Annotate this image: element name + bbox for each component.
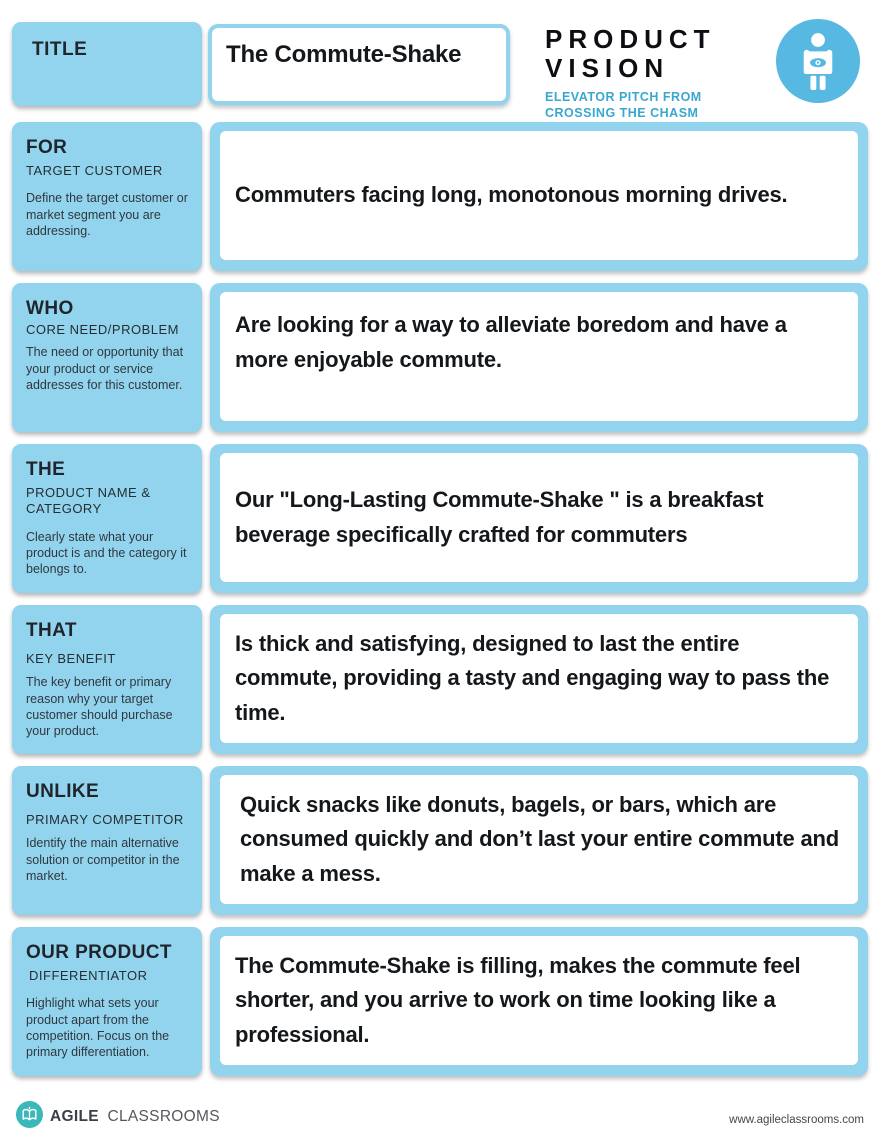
row-sublabel: KEY BENEFIT	[26, 651, 116, 666]
content-text: The Commute-Shake is filling, makes the commute feel shorter, and you arrive to work on time looking like a professional.	[235, 952, 801, 1047]
agile-classrooms-logo	[16, 1101, 220, 1133]
brand-title	[545, 25, 716, 82]
content-card-the	[210, 444, 868, 593]
row-sublabel: PRODUCT NAME & CATEGORY	[26, 485, 151, 517]
row-keyword: THAT	[26, 620, 77, 641]
label-card-the	[12, 444, 202, 593]
content-card-for	[210, 122, 868, 271]
row-description: The key benefit or primary reason why your target customer should purchase your product.	[26, 675, 173, 738]
row-sublabel: PRIMARY COMPETITOR	[26, 812, 184, 827]
content-text: Are looking for a way to alleviate boredom and have a more enjoyable commute.	[235, 312, 787, 372]
content-card-who	[210, 283, 868, 432]
row-sublabel: CORE NEED/PROBLEM	[26, 322, 179, 337]
row-the	[12, 444, 868, 593]
row-description: Clearly state what your product is and the category it belongs to.	[26, 529, 187, 576]
row-description: Identify the main alternative solution or competitor in the market.	[26, 836, 180, 883]
row-keyword: OUR PRODUCT	[26, 942, 172, 963]
brand-subtitle	[545, 89, 716, 122]
content-text: Our "Long-Lasting Commute-Shake " is a breakfast beverage specifically crafted for commuters	[235, 486, 764, 547]
content-text: Commuters facing long, monotonous morning drives.	[235, 182, 788, 208]
person-holding-vision-sign-icon	[776, 19, 860, 103]
brand-block	[545, 25, 716, 122]
row-description: Define the target customer or market segment you are addressing.	[26, 191, 188, 238]
label-card-unlike	[12, 766, 202, 915]
content-card-unlike	[210, 766, 868, 915]
title-label-box	[12, 22, 202, 106]
row-for	[12, 122, 868, 271]
brand-subtitle-line1: ELEVATOR PITCH FROM	[545, 90, 702, 105]
footer-url: www.agileclassrooms.com	[729, 1114, 864, 1126]
row-keyword: UNLIKE	[26, 781, 100, 802]
title-value-box	[208, 24, 510, 105]
row-description: The need or opportunity that your product or service addresses for this customer.	[26, 345, 184, 392]
row-description: Highlight what sets your product apart from the competition. Focus on the primary differentiation.	[26, 996, 170, 1059]
content-text: Quick snacks like donuts, bagels, or bars, which are consumed quickly and don’t last your entire commute and make a mess.	[240, 791, 839, 886]
label-card-our-product	[12, 927, 202, 1076]
content-box	[220, 775, 858, 904]
row-sublabel: TARGET CUSTOMER	[26, 163, 163, 178]
row-keyword: FOR	[26, 137, 68, 158]
brand-title-line2: VISION	[545, 52, 670, 83]
footer-brand-bold: AGILE	[50, 1108, 99, 1125]
content-box	[220, 936, 858, 1065]
brand-subtitle-line2: CROSSING THE CHASM	[545, 106, 699, 121]
content-card-our-product	[210, 927, 868, 1076]
row-that	[12, 605, 868, 754]
content-card-that	[210, 605, 868, 754]
row-keyword: WHO	[26, 298, 74, 319]
worksheet-rows	[12, 122, 868, 1076]
row-unlike	[12, 766, 868, 915]
row-who	[12, 283, 868, 432]
content-box	[220, 131, 858, 260]
row-sublabel: DIFFERENTIATOR	[29, 968, 148, 983]
label-card-for	[12, 122, 202, 271]
content-text: Is thick and satisfying, designed to last the entire commute, providing a tasty and engaging way to pass the time.	[235, 630, 830, 725]
open-book-icon	[16, 1101, 43, 1133]
title-value: The Commute-Shake	[226, 41, 462, 68]
row-keyword: THE	[26, 459, 66, 480]
content-box	[220, 292, 858, 421]
label-card-that	[12, 605, 202, 754]
brand-title-line1: PRODUCT	[545, 24, 716, 54]
content-box	[220, 614, 858, 743]
content-box	[220, 453, 858, 582]
label-card-who	[12, 283, 202, 432]
row-our-product	[12, 927, 868, 1076]
title-label: TITLE	[32, 39, 88, 60]
footer-brand-regular: CLASSROOMS	[107, 1108, 220, 1125]
footer-wordmark	[50, 1108, 220, 1126]
